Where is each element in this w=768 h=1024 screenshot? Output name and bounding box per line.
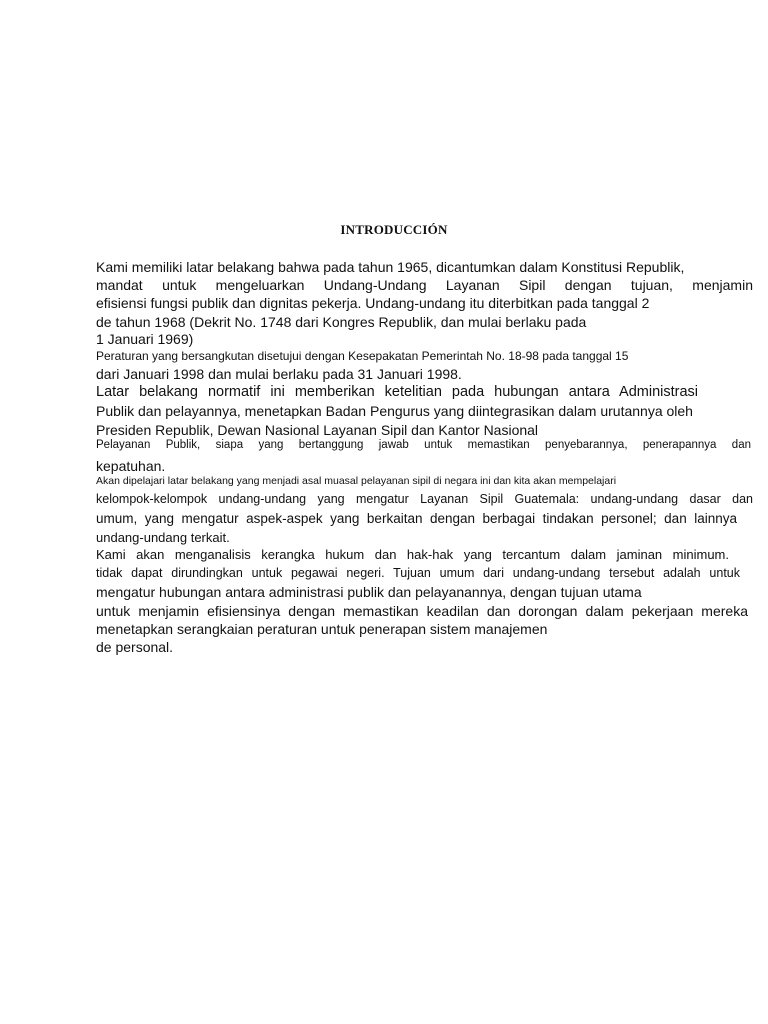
text-line: umum, yang mengatur aspek-aspek yang berkaitan dengan berbagai tindakan personel; dan lainnya	[96, 511, 737, 526]
text-line: tidak dapat dirundingkan untuk pegawai negeri. Tujuan umum dari undang-undang tersebut adalah untuk	[96, 566, 740, 580]
page-title: INTRODUCCIÓN	[340, 222, 448, 237]
text-line: de personal.	[96, 639, 174, 655]
text-line: 1 Januari 1969)	[96, 331, 194, 347]
text-line: Pelayanan Publik, siapa yang bertanggung jawab untuk memastikan penyebarannya, penerapannya dan	[96, 439, 751, 451]
text-line: efisiensi fungsi publik dan dignitas pekerja. Undang-undang itu diterbitkan pada tanggal 2	[96, 295, 650, 311]
text-line: Presiden Republik, Dewan Nasional Layanan Sipil dan Kantor Nasional	[96, 422, 539, 438]
text-line: kepatuhan.	[96, 458, 166, 474]
text-line: kelompok-kelompok undang-undang yang mengatur Layanan Sipil Guatemala: undang-undang dasar dan	[96, 492, 753, 506]
text-line: Latar belakang normatif ini memberikan ketelitian pada hubungan antara Administrasi	[96, 384, 698, 400]
text-line: Peraturan yang bersangkutan disetujui dengan Kesepakatan Pemerintah No. 18-98 pada tanggal 15	[96, 349, 629, 363]
text-line: dari Januari 1998 dan mulai berlaku pada 31 Januari 1998.	[96, 366, 462, 382]
text-line: Kami akan menganalisis kerangka hukum dan hak-hak yang tercantum dalam jaminan minimum.	[96, 547, 729, 562]
text-line: Akan dipelajari latar belakang yang menjadi asal muasal pelayanan sipil di negara ini dan kita akan mempelajari	[96, 475, 617, 487]
text-line: mengatur hubungan antara administrasi publik dan pelayanannya, dengan tujuan utama	[96, 584, 642, 600]
text-line: de tahun 1968 (Dekrit No. 1748 dari Kongres Republik, dan mulai berlaku pada	[96, 314, 587, 330]
text-line: Kami memiliki latar belakang bahwa pada tahun 1965, dicantumkan dalam Konstitusi Republik,	[96, 259, 685, 275]
text-line: Publik dan pelayannya, menetapkan Badan Pengurus yang diintegrasikan dalam urutannya oleh	[96, 403, 693, 419]
text-line: menetapkan serangkaian peraturan untuk penerapan sistem manajemen	[96, 621, 548, 637]
text-line: undang-undang terkait.	[96, 530, 230, 545]
text-line: untuk menjamin efisiensinya dengan memastikan keadilan dan dorongan dalam pekerjaan mereka	[96, 603, 748, 619]
text-line: mandat untuk mengeluarkan Undang-Undang Layanan Sipil dengan tujuan, menjamin	[96, 277, 753, 293]
